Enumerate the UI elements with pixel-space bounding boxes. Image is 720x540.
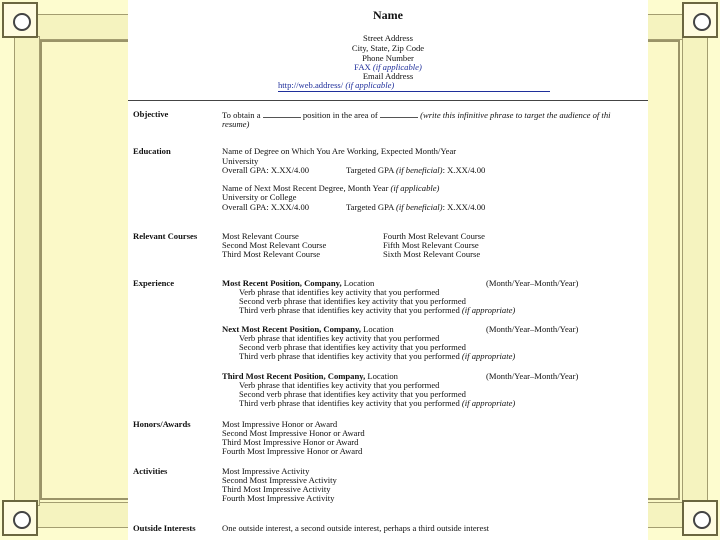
interests-label: Outside Interests — [133, 523, 196, 533]
targeted-gpa-1 — [346, 166, 485, 176]
objective-label: Objective — [133, 109, 169, 119]
targeted-gpa-value: : X.XX/4.00 — [442, 165, 486, 175]
interests-text: One outside interest, a second outside interest, perhaps a third outside interest — [222, 523, 490, 533]
resume-page — [128, 0, 648, 540]
university-2: University or College — [222, 192, 297, 202]
position-3-verb-2: Second verb phrase that identifies key activity that you performed — [239, 389, 466, 399]
web-address-line[interactable] — [278, 81, 550, 92]
resume-name: Name — [373, 8, 403, 22]
position-1-verb-3 — [239, 306, 515, 316]
degree-1: Name of Degree on Which You Are Working, Expected Month/Year — [222, 146, 457, 156]
city-state-zip: City, State, Zip Code — [351, 43, 425, 53]
verb-3-text: Third verb phrase that identifies key activity that you performed — [239, 305, 460, 315]
corner-ornament-bottom-left — [2, 500, 38, 536]
street-address: Street Address — [363, 33, 413, 43]
activity-1: Most Impressive Activity — [222, 466, 310, 476]
verb-3-text: Third verb phrase that identifies key activity that you performed — [239, 398, 460, 408]
fax-label: FAX — [354, 62, 371, 72]
honor-4: Fourth Most Impressive Honor or Award — [222, 446, 363, 456]
objective-text-3: (write this infinitive phrase to target the audience of thi — [420, 110, 611, 120]
activities-label: Activities — [133, 466, 168, 476]
targeted-gpa-value: : X.XX/4.00 — [442, 202, 486, 212]
position-3-verb-3 — [239, 399, 515, 409]
position-2-verb-3 — [239, 352, 515, 362]
objective-text — [222, 110, 611, 121]
position-1-location: Location — [343, 278, 375, 288]
overall-gpa-2: Overall GPA: X.XX/4.00 — [222, 202, 310, 212]
position-3-name: Third Most Recent Position, Company, — [222, 371, 366, 381]
header-divider — [128, 100, 648, 101]
courses-label: Relevant Courses — [133, 231, 198, 241]
position-1-verb-2: Second verb phrase that identifies key activity that you performed — [239, 296, 466, 306]
corner-ornament-bottom-right — [682, 500, 718, 536]
degree-2-note: (if applicable) — [390, 183, 440, 193]
position-1-name: Most Recent Position, Company, — [222, 278, 342, 288]
fax-note: (if applicable) — [372, 62, 422, 72]
position-1-verb-1: Verb phrase that identifies key activity that you performed — [239, 287, 440, 297]
targeted-gpa-label: Targeted GPA — [346, 165, 394, 175]
course-6: Sixth Most Relevant Course — [383, 249, 481, 259]
email-address: Email Address — [362, 71, 414, 81]
honor-1: Most Impressive Honor or Award — [222, 419, 338, 429]
honor-3: Third Most Impressive Honor or Award — [222, 437, 359, 447]
course-1: Most Relevant Course — [222, 231, 299, 241]
position-2-name: Next Most Recent Position, Company, — [222, 324, 361, 334]
overall-gpa-1: Overall GPA: X.XX/4.00 — [222, 165, 310, 175]
corner-ornament-top-right — [682, 2, 718, 38]
activity-4: Fourth Most Impressive Activity — [222, 493, 335, 503]
position-1-dates: (Month/Year–Month/Year) — [486, 278, 579, 288]
frame-left-bar — [14, 36, 40, 506]
activity-2: Second Most Impressive Activity — [222, 475, 337, 485]
frame-right-bar — [682, 36, 708, 506]
course-3: Third Most Relevant Course — [222, 249, 321, 259]
verb-3-note: (if appropriate) — [461, 305, 516, 315]
position-3-verb-1: Verb phrase that identifies key activity that you performed — [239, 380, 440, 390]
phone-number: Phone Number — [362, 53, 414, 63]
position-2-verb-1: Verb phrase that identifies key activity that you performed — [239, 333, 440, 343]
course-5: Fifth Most Relevant Course — [383, 240, 479, 250]
university-1: University — [222, 156, 259, 166]
blank-line — [263, 110, 301, 118]
objective-text-4: resume) — [222, 119, 250, 129]
corner-ornament-top-left — [2, 2, 38, 38]
position-3-dates: (Month/Year–Month/Year) — [486, 371, 579, 381]
education-label: Education — [133, 146, 171, 156]
objective-text-1: To obtain a — [222, 110, 261, 120]
position-3-location: Location — [367, 371, 398, 381]
blank-line — [380, 110, 418, 118]
objective-text-2: position in the area of — [302, 110, 378, 120]
degree-2-text: Name of Next Most Recent Degree, Month Year — [222, 183, 389, 193]
position-2-dates: (Month/Year–Month/Year) — [486, 324, 579, 334]
targeted-gpa-note: (if beneficial) — [396, 165, 443, 175]
verb-3-text: Third verb phrase that identifies key activity that you performed — [239, 351, 460, 361]
targeted-gpa-2 — [346, 203, 485, 213]
experience-label: Experience — [133, 278, 175, 288]
honor-2: Second Most Impressive Honor or Award — [222, 428, 365, 438]
activity-3: Third Most Impressive Activity — [222, 484, 331, 494]
course-4: Fourth Most Relevant Course — [383, 231, 485, 241]
web-address[interactable]: http://web.address/ — [278, 80, 344, 90]
position-2-location: Location — [363, 324, 394, 334]
position-2-verb-2: Second verb phrase that identifies key activity that you performed — [239, 342, 466, 352]
verb-3-note: (if appropriate) — [461, 351, 516, 361]
targeted-gpa-note: (if beneficial) — [396, 202, 443, 212]
course-2: Second Most Relevant Course — [222, 240, 327, 250]
verb-3-note: (if appropriate) — [461, 398, 516, 408]
targeted-gpa-label: Targeted GPA — [346, 202, 394, 212]
honors-label: Honors/Awards — [133, 419, 191, 429]
web-note: (if applicable) — [345, 80, 395, 90]
